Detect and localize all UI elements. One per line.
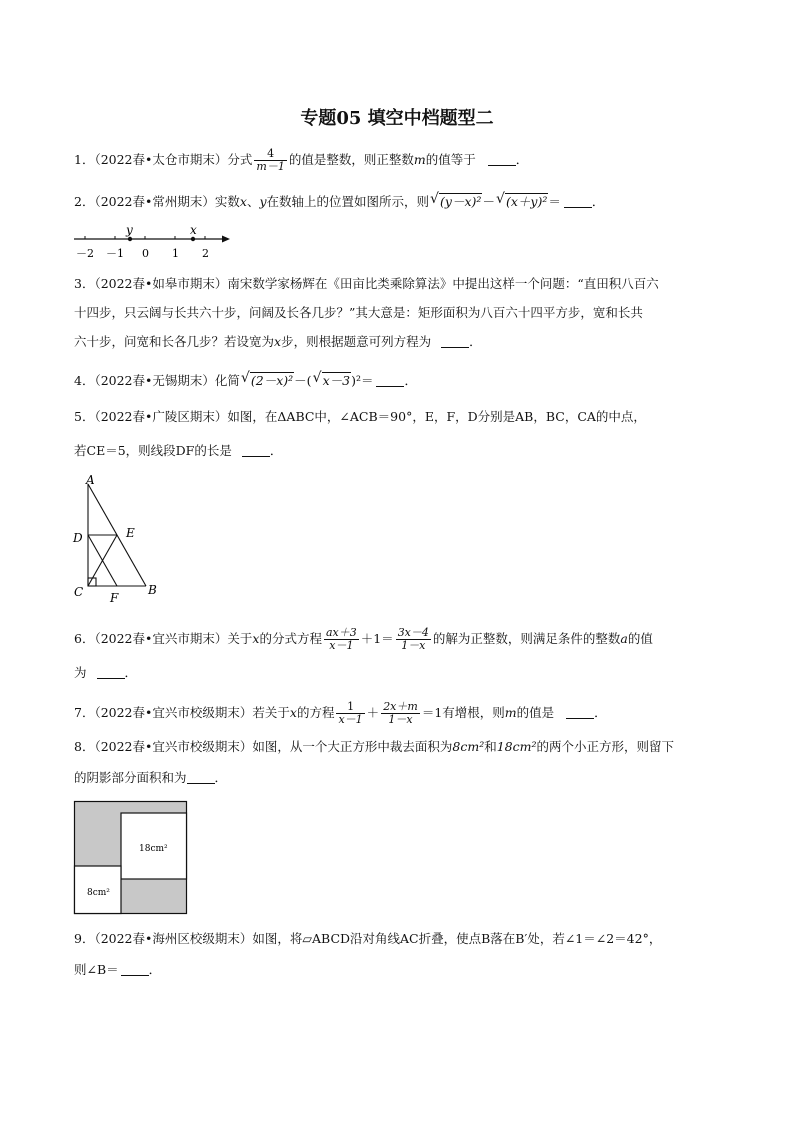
question-3-line-1: 3．（2022春•如皋市期末）南宋数学家杨辉在《田亩比类乘除算法》中提出这样一个问题：“直田积八百六 <box>74 276 659 291</box>
answer-blank[interactable] <box>376 374 404 387</box>
answer-blank[interactable] <box>564 195 592 208</box>
question-6-line-1: 6．（2022春•宜兴市期末）关于x的分式方程 $\frac{ax+3}{x-1}$ ＋1＝ $\frac{3x-4}{1-x}$ 的解为正整数，则满足条件的整数a的值 <box>74 626 653 652</box>
question-8-line-2: 的阴影部分面积和为 ． <box>74 770 228 785</box>
point-x-label: x <box>190 226 197 237</box>
question-3-line-3: 六十步，问宽和长各几步？若设宽为x步，则根据题意可列方程为 ． <box>74 334 482 349</box>
question-9-line-2: 则∠B＝ ． <box>74 962 162 977</box>
tick-label: －2 <box>76 247 94 260</box>
question-8-line-1: 8．（2022春•宜兴市校级期末）如图，从一个大正方形中裁去面积为8cm²和18cm²的两个小正方形，则留下 <box>74 739 675 754</box>
label-18cm2: 18cm² <box>139 844 168 854</box>
question-5-line-1: 5．（2022春•广陵区期末）如图，在ΔABC中，∠ACB＝90°，E，F，D分别是AB，BC，CA的中点， <box>74 409 646 424</box>
page-title: 专题05 填空中档题型二 <box>300 108 494 129</box>
vertex-label-a: A <box>86 473 95 487</box>
question-1: 1．（2022春•太仓市期末）分式 $\frac{4}{m-1}$ 的值是整数，则正整数m的值等于 ． <box>74 147 529 173</box>
q6-fraction-1: $\frac{ax+3}{x-1}$ <box>325 626 357 652</box>
q7-fraction-1: $\frac{1}{x-1}$ <box>338 700 363 726</box>
question-9-line-1: 9．（2022春•海州区校级期末）如图，将▱ABCD沿对角线AC折叠，使点B落在B′处，若∠1＝∠2＝42°， <box>74 931 662 946</box>
question-3-line-2: 十四步，只云阔与长共六十步，问阔及长各几步？”其大意是：矩形面积为八百六十四平方步，宽和长共 <box>74 305 643 320</box>
answer-blank[interactable] <box>242 444 270 457</box>
answer-blank[interactable] <box>441 335 469 348</box>
answer-blank[interactable] <box>97 666 125 679</box>
q1-text: 1．（2022春•太仓市期末）分式 <box>74 152 253 167</box>
point-y <box>128 237 132 241</box>
tick-label: －1 <box>106 247 124 260</box>
answer-blank[interactable] <box>187 771 215 784</box>
q1-fraction: $\frac{4}{m-1}$ <box>256 147 285 173</box>
triangle-figure <box>68 472 168 604</box>
radical-2: √ (x＋y)² <box>496 193 548 210</box>
point-label-e: E <box>126 526 135 540</box>
tick-label: 0 <box>142 247 149 260</box>
question-2: 2．（2022春•常州期末）实数x、y在数轴上的位置如图所示，则√ (y－x)²－√ (x＋y)²＝ ． <box>74 193 604 210</box>
radical-1: √ (y－x)² <box>430 193 482 210</box>
vertex-label-c: C <box>74 585 84 599</box>
q7-fraction-2: $\frac{2x+m}{1-x}$ <box>383 700 418 726</box>
tick-label: 2 <box>202 247 209 260</box>
question-6-line-2: 为 ． <box>74 665 138 680</box>
label-8cm2: 8cm² <box>87 888 110 898</box>
vertex-label-b: B <box>148 583 157 597</box>
number-line-figure <box>72 226 242 262</box>
question-7: 7．（2022春•宜兴市校级期末）若关于x的方程 $\frac{1}{x-1}$ ＋ $\frac{2x+m}{1-x}$ ＝1有增根，则m的值是 ． <box>74 700 607 726</box>
tick-label: 1 <box>172 247 179 260</box>
answer-blank[interactable] <box>121 963 149 976</box>
axis-arrow-icon <box>222 236 230 243</box>
point-y-label: y <box>126 226 133 237</box>
answer-blank[interactable] <box>488 153 516 166</box>
radical-2: √ x－3 <box>313 372 352 389</box>
point-x <box>191 237 195 241</box>
question-5-line-2: 若CE＝5，则线段DF的长是 ． <box>74 443 283 458</box>
question-4: 4．（2022春•无锡期末）化简√ (2－x)²－(√ x－3)²＝ ． <box>74 372 417 389</box>
radical-1: √ (2－x)² <box>241 372 294 389</box>
answer-blank[interactable] <box>566 706 594 719</box>
point-label-f: F <box>110 591 119 604</box>
squares-figure <box>73 800 189 916</box>
point-label-d: D <box>73 531 83 545</box>
q6-fraction-2: $\frac{3x-4}{1-x}$ <box>397 626 429 652</box>
